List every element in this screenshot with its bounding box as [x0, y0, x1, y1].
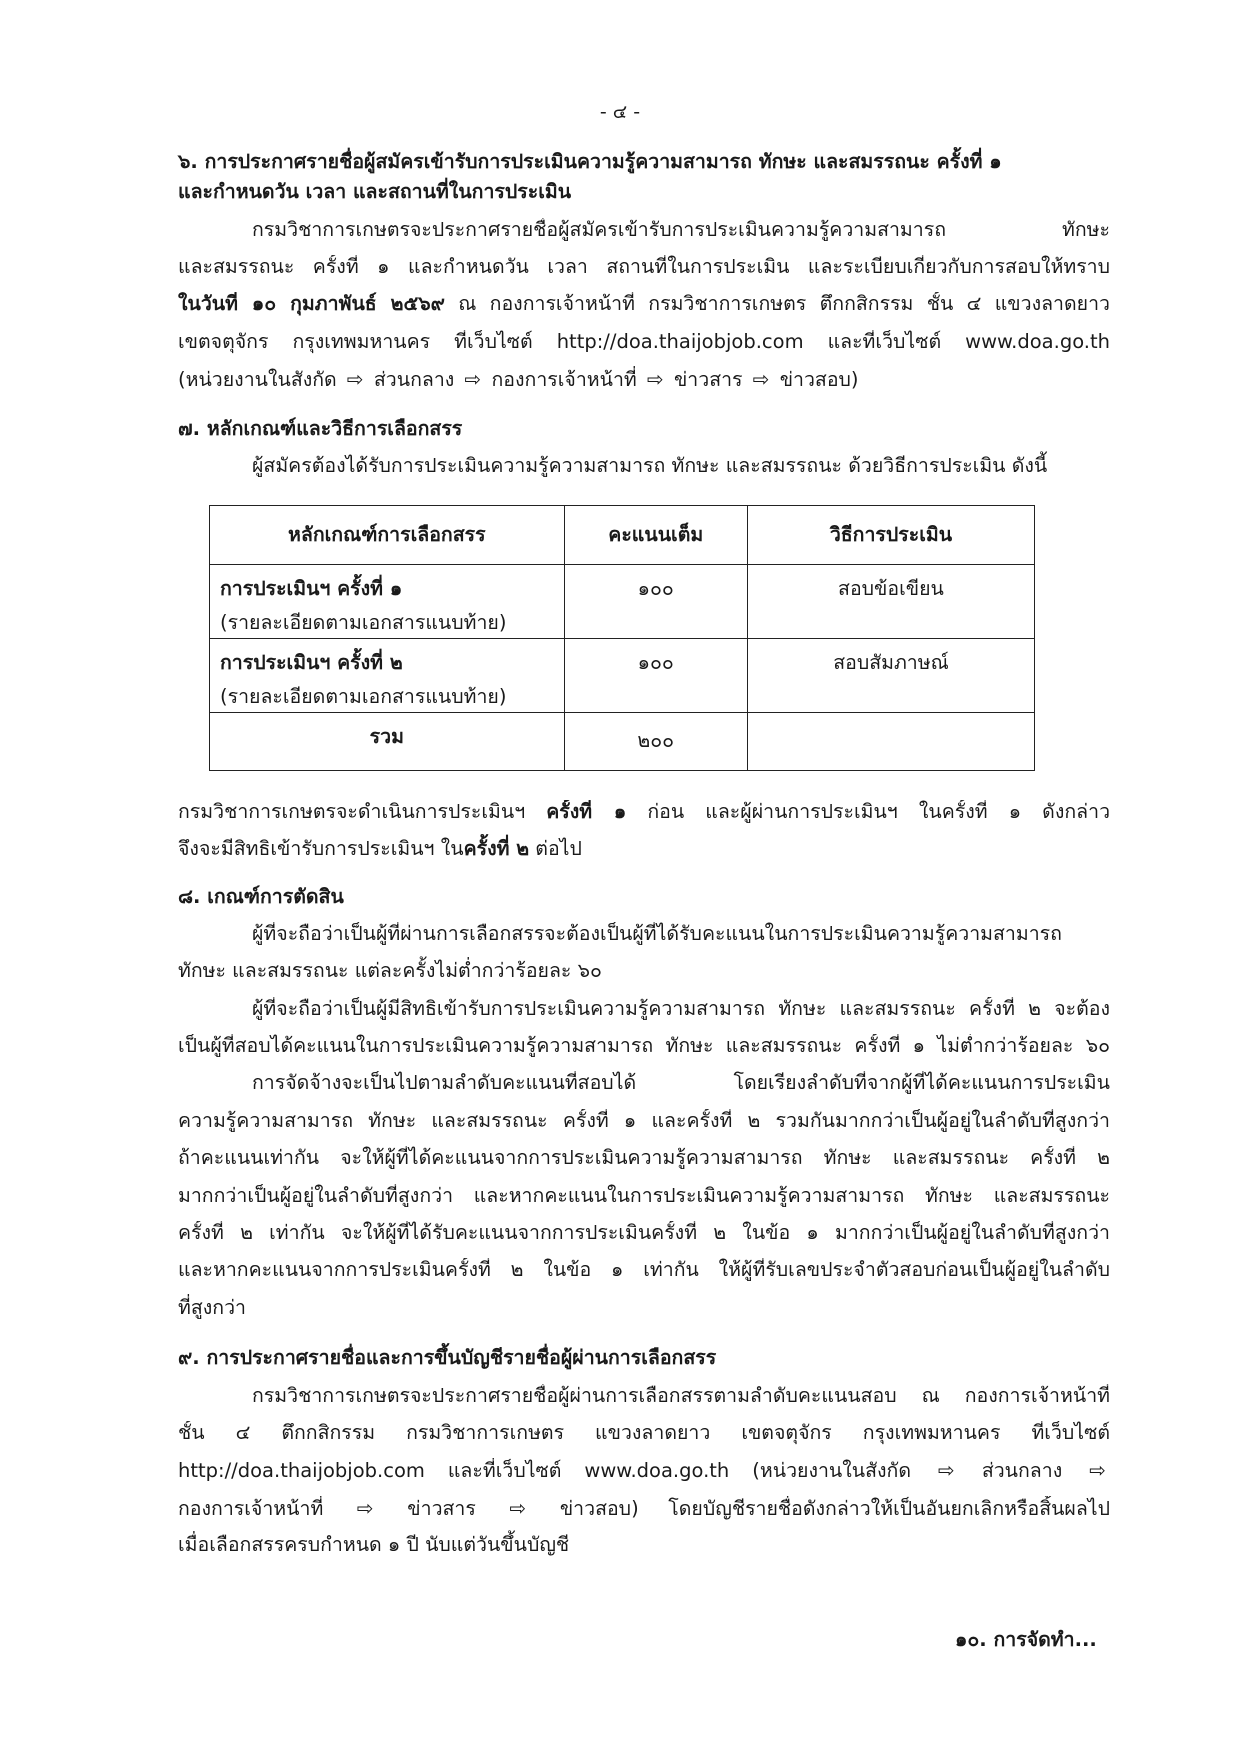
text-run: กรมวิชาการเกษตรจะดำเนินการประเมินฯ — [178, 800, 547, 823]
table-header: หลักเกณฑ์การเลือกสรร — [210, 506, 565, 565]
arrow-right-icon: ⇨ — [509, 1496, 527, 1520]
total-score-cell — [564, 713, 747, 771]
section-8-p2-line1: ผู้ที่จะถือว่าเป็นผู้มีสิทธิเข้ารับการประเมินความรู้ความสามารถ ทักษะ และสมรรถนะ ครั้งที่ ๒ จะต้อง — [252, 997, 1110, 1020]
section-9-line1: กรมวิชาการเกษตรจะประกาศรายชื่อผู้ผ่านการเลือกสรรตามลำดับคะแนนสอบ ณ กองการเจ้าหน้าที่ — [252, 1384, 1110, 1407]
arrow-right-icon: ⇨ — [1089, 1458, 1107, 1482]
section-9-line2: ชั้น ๔ ตึกกสิกรรม กรมวิชาการเกษตร แขวงลาดยาว เขตจตุจักร กรุงเทพมหานคร ที่เว็บไซต์ — [178, 1421, 1110, 1444]
section-8-p3-line6: และหากคะแนนจากการประเมินครั้งที่ ๒ ในข้อ ๑ เท่ากัน ให้ผู้ที่รับเลขประจำตัวสอบก่อนเป็นผู้อยู่ในลำดับ — [178, 1258, 1110, 1281]
section-8-p1-line1: ผู้ที่จะถือว่าเป็นผู้ที่ผ่านการเลือกสรรจะต้องเป็นผู้ที่ได้รับคะแนนในการประเมินความรู้ความสามารถ — [252, 922, 1062, 945]
text-run: ข่าวสอบ) โดยบัญชีรายชื่อดังกล่าวให้เป็นอันยกเลิกหรือสิ้นผลไป — [559, 1497, 1110, 1520]
page-number: - ๔ - — [599, 101, 641, 123]
arrow-right-icon: ⇨ — [346, 367, 364, 391]
breadcrumb-item: ส่วนกลาง — [373, 368, 455, 391]
method-cell — [747, 639, 1034, 713]
section-8-p1-line2: ทักษะ และสมรรถนะ แต่ละครั้งไม่ต่ำกว่าร้อยละ ๖๐ — [178, 959, 602, 982]
arrow-right-icon: ⇨ — [752, 367, 770, 391]
section-8-p3-line1: การจัดจ้างจะเป็นไปตามลำดับคะแนนที่สอบได้ โดยเรียงลำดับที่จากผู้ที่ได้คะแนนการประเมิน — [252, 1071, 1110, 1094]
text-run: ต่อไป — [529, 837, 582, 860]
section-6-para-line3 — [178, 292, 1110, 316]
text-run: ข่าวสาร — [407, 1497, 476, 1520]
text-run-bold: ครั้งที่ ๒ — [463, 837, 530, 860]
score-value: ๑๐๐ — [637, 577, 674, 600]
section-6-breadcrumb — [178, 367, 859, 392]
table-header: วิธีการประเมิน — [747, 506, 1034, 565]
table-total-row — [210, 713, 1035, 771]
criterion-cell — [210, 639, 565, 713]
score-cell — [564, 565, 747, 639]
criterion-title: การประเมินฯ ครั้งที่ ๒ — [220, 651, 403, 674]
table-header: คะแนนเต็ม — [564, 506, 747, 565]
criterion-cell — [210, 565, 565, 639]
section-6-para-line2: และสมรรถนะ ครั้งที่ ๑ และกำหนดวัน เวลา สถานที่ในการประเมิน และระเบียบเกี่ยวกับการสอบให้ทราบ — [178, 255, 1110, 278]
section-8-p3-line2: ความรู้ความสามารถ ทักษะ และสมรรถนะ ครั้งที่ ๑ และครั้งที่ ๒ รวมกันมากกว่าเป็นผู้อยู่ในลำดับที่สูงกว่า — [178, 1109, 1110, 1132]
breadcrumb-item: ข่าวสอบ) — [779, 368, 859, 391]
section-8-p3-line3: ถ้าคะแนนเท่ากัน จะให้ผู้ที่ได้คะแนนจากการประเมินความรู้ความสามารถ ทักษะ และสมรรถนะ ครั้งที่ ๒ — [178, 1146, 1110, 1169]
section-9-line5: เมื่อเลือกสรรครบกำหนด ๑ ปี นับแต่วันขึ้นบัญชี — [178, 1533, 570, 1556]
continuation-text: ๑๐. การจัดทำ... — [955, 1628, 1097, 1651]
method-value: สอบข้อเขียน — [838, 577, 944, 600]
section-6-para-line4: เขตจตุจักร กรุงเทพมหานคร ที่เว็บไซต์ http://doa.thaijobjob.com และที่เว็บไซต์ www.doa.go.th — [178, 330, 1110, 353]
arrow-right-icon: ⇨ — [356, 1496, 374, 1520]
total-label-cell — [210, 713, 565, 771]
text-run: http://doa.thaijobjob.com และที่เว็บไซต์ www.doa.go.th (หน่วยงานในสังกัด — [178, 1459, 912, 1482]
score-value: ๑๐๐ — [637, 651, 674, 674]
section-8-heading: ๘. เกณฑ์การตัดสิน — [178, 885, 344, 908]
table-row — [210, 639, 1035, 713]
section-9-heading: ๙. การประกาศรายชื่อและการขึ้นบัญชีรายชื่อผู้ผ่านการเลือกสรร — [178, 1346, 717, 1369]
section-8-p3-line4: มากกว่าเป็นผู้อยู่ในลำดับที่สูงกว่า และหากคะแนนในการประเมินความรู้ความสามารถ ทักษะ และสมรรถนะ — [178, 1184, 1110, 1207]
criteria-table — [209, 505, 1035, 771]
section-7-heading: ๗. หลักเกณฑ์และวิธีการเลือกสรร — [178, 417, 463, 440]
section-7-intro: ผู้สมัครต้องได้รับการประเมินความรู้ความสามารถ ทักษะ และสมรรถนะ ด้วยวิธีการประเมิน ดังนี้ — [252, 454, 1048, 477]
method-value: สอบสัมภาษณ์ — [833, 651, 949, 674]
section-8-p2-line2: เป็นผู้ที่สอบได้คะแนนในการประเมินความรู้ความสามารถ ทักษะ และสมรรถนะ ครั้งที่ ๑ ไม่ต่ำกว่าร้อยละ ๖๐ — [178, 1034, 1110, 1057]
breadcrumb-item: ข่าวสาร — [673, 368, 743, 391]
section-6-para-line1: กรมวิชาการเกษตรจะประกาศรายชื่อผู้สมัครเข้ารับการประเมินความรู้ความสามารถ ทักษะ — [252, 218, 1110, 241]
section-7-after-line2 — [178, 837, 582, 861]
text-run: ส่วนกลาง — [981, 1459, 1063, 1482]
total-score: ๒๐๐ — [637, 729, 675, 752]
criterion-title: การประเมินฯ ครั้งที่ ๑ — [220, 577, 403, 600]
total-label: รวม — [369, 725, 404, 748]
criterion-note: (รายละเอียดตามเอกสารแนบท้าย) — [220, 611, 507, 634]
total-method-cell — [747, 713, 1034, 771]
section-6-heading-line1: ๖. การประกาศรายชื่อผู้สมัครเข้ารับการประเมินความรู้ความสามารถ ทักษะ และสมรรถนะ ครั้งที่ ๑ — [178, 150, 1002, 173]
section-6-heading-line2: และกำหนดวัน เวลา และสถานที่ในการประเมิน — [178, 180, 572, 203]
criterion-note: (รายละเอียดตามเอกสารแนบท้าย) — [220, 685, 507, 708]
text-run: จึงจะมีสิทธิเข้ารับการประเมินฯ ใน — [178, 837, 464, 860]
announce-date: ในวันที่ ๑๐ กุมภาพันธ์ ๒๕๖๙ — [178, 292, 445, 315]
text-run: กองการเจ้าหน้าที่ — [178, 1497, 324, 1520]
breadcrumb-item: กองการเจ้าหน้าที่ — [491, 368, 637, 391]
score-cell — [564, 639, 747, 713]
section-9-line3 — [178, 1458, 1110, 1483]
text-run: ก่อน และผู้ผ่านการประเมินฯ ในครั้งที่ ๑ ดังกล่าว — [626, 800, 1110, 823]
text-run-bold: ครั้งที่ ๑ — [546, 800, 627, 823]
breadcrumb-item: (หน่วยงานในสังกัด — [178, 368, 337, 391]
arrow-right-icon: ⇨ — [464, 367, 482, 391]
table-row — [210, 565, 1035, 639]
table-header-row — [210, 506, 1035, 565]
arrow-right-icon: ⇨ — [938, 1458, 955, 1482]
section-8-p3-line5: ครั้งที่ ๒ เท่ากัน จะให้ผู้ที่ได้รับคะแนนจากการประเมินครั้งที่ ๒ ในข้อ ๑ มากกว่าเป็นผู้อยู่ในลำดับที่สูงกว่า — [178, 1221, 1110, 1244]
section-9-line4 — [178, 1496, 1110, 1521]
arrow-right-icon: ⇨ — [647, 367, 664, 391]
section-7-after-line1 — [178, 800, 1110, 824]
method-cell — [747, 565, 1034, 639]
section-8-p3-line7: ที่สูงกว่า — [178, 1296, 246, 1319]
section-6-para-line3-rest: ณ กองการเจ้าหน้าที่ กรมวิชาการเกษตร ตึกกสิกรรม ชั้น ๔ แขวงลาดยาว — [444, 292, 1110, 315]
